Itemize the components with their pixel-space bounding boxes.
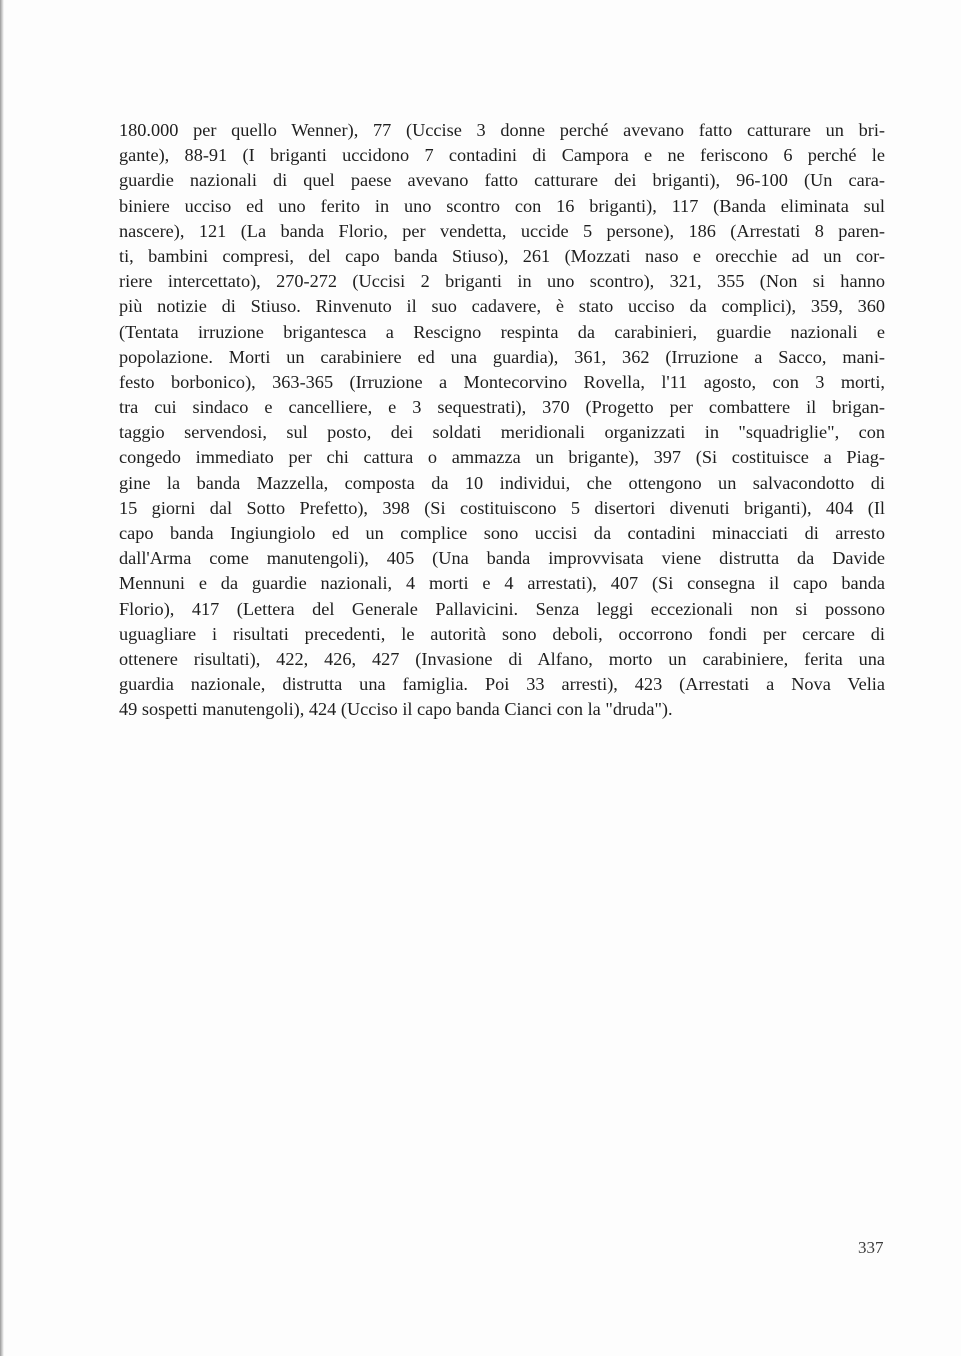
text-line: dall'Arma come manutengoli), 405 (Una banda improvvisata viene distrutta da Davide: [119, 548, 885, 569]
text-line: 15 giorni dal Sotto Prefetto), 398 (Si costituiscono 5 disertori divenuti briganti), 404 (Il: [119, 497, 885, 518]
text-line: popolazione. Morti un carabiniere ed una guardia), 361, 362 (Irruzione a Sacco, mani-: [119, 346, 885, 367]
text-line: (Tentata irruzione brigantesca a Rescigno respinta da carabinieri, guardie nazionali e: [119, 321, 885, 342]
text-line: uguagliare i risultati precedenti, le autorità sono deboli, occorrono fondi per cercare di: [119, 623, 885, 644]
text-line: Florio), 417 (Lettera del Generale Pallavicini. Senza leggi eccezionali non si possono: [119, 598, 885, 619]
text-line: biniere ucciso ed uno ferito in uno scontro con 16 briganti), 117 (Banda eliminata sul: [119, 195, 885, 216]
text-line: gante), 88-91 (I briganti uccidono 7 contadini di Campora e ne feriscono 6 perché le: [119, 145, 885, 166]
text-line: guardia nazionale, distrutta una famiglia. Poi 33 arresti), 423 (Arrestati a Nova Velia: [119, 674, 885, 695]
page-binding-edge: [0, 0, 4, 1356]
text-line: gine la banda Mazzella, composta da 10 individui, che ottengono un salvacondotto di: [119, 472, 885, 493]
text-line: congedo immediato per chi cattura o ammazza un brigante), 397 (Si costituisce a Piag-: [119, 447, 885, 468]
text-line: 180.000 per quello Wenner), 77 (Uccise 3 donne perché avevano fatto catturare un bri-: [119, 120, 885, 140]
text-line: Mennuni e da guardie nazionali, 4 morti e 4 arrestati), 407 (Si consegna il capo banda: [119, 573, 885, 594]
text-line: ottenere risultati), 422, 426, 427 (Invasione di Alfano, morto un carabiniere, ferita una: [119, 648, 885, 669]
text-line: nascere), 121 (La banda Florio, per vendetta, uccide 5 persone), 186 (Arrestati 8 paren-: [119, 220, 885, 241]
page-number: 337: [858, 1238, 884, 1257]
body-paragraph: [119, 118, 885, 723]
text-line: taggio servendosi, sul posto, dei soldati meridionali organizzati in "squadriglie", con: [119, 422, 885, 443]
text-line: tra cui sindaco e cancelliere, e 3 sequestrati), 370 (Progetto per combattere il brigan-: [119, 397, 885, 418]
text-line: capo banda Ingiungiolo ed un complice sono uccisi da contadini minacciati di arresto: [119, 523, 885, 543]
text-line: riere intercettato), 270-272 (Uccisi 2 briganti in uno scontro), 321, 355 (Non si hanno: [119, 271, 885, 292]
text-line: 49 sospetti manutengoli), 424 (Ucciso il capo banda Cianci con la "druda").: [119, 699, 673, 720]
text-line: ti, bambini compresi, del capo banda Stiuso), 261 (Mozzati naso e orecchie ad un cor-: [119, 245, 885, 266]
text-line: guardie nazionali di quel paese avevano fatto catturare dei briganti), 96-100 (Un cara-: [119, 170, 885, 191]
text-line: più notizie di Stiuso. Rinvenuto il suo cadavere, è stato ucciso da complici), 359, 360: [119, 296, 885, 317]
text-line: festo borbonico), 363-365 (Irruzione a Montecorvino Rovella, l'11 agosto, con 3 morti,: [119, 371, 885, 392]
